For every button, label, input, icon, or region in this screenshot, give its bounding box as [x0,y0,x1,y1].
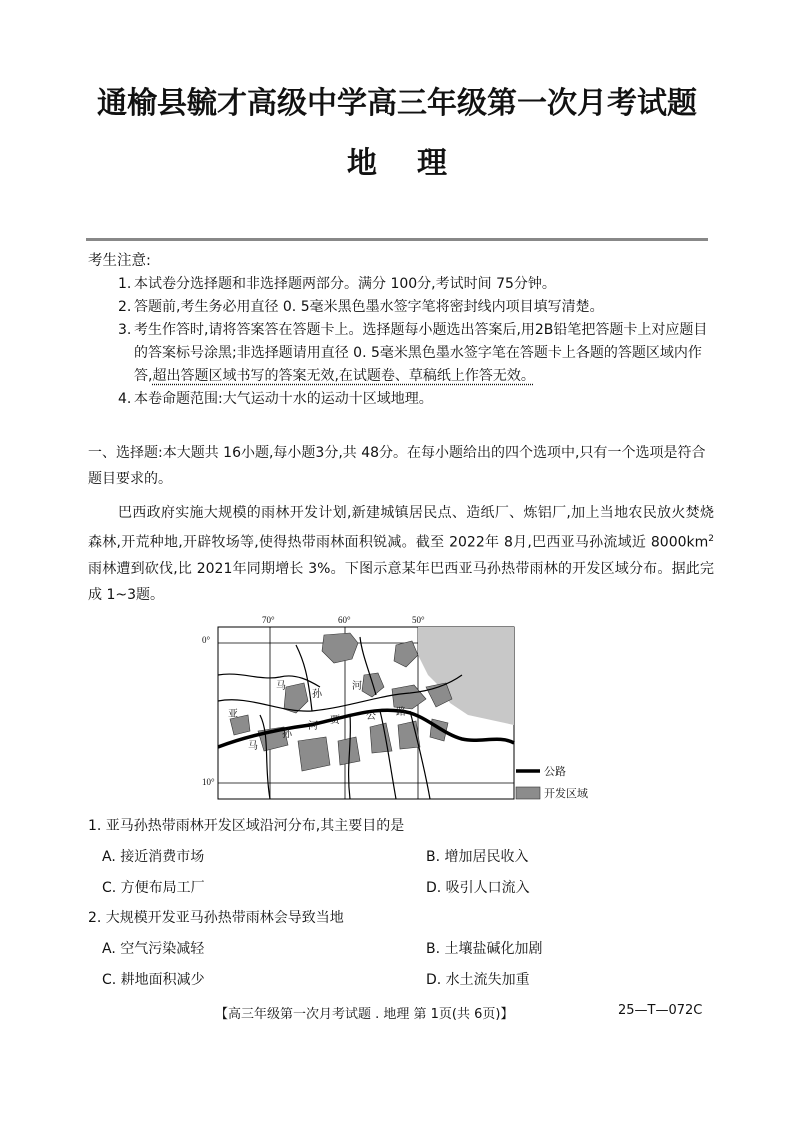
notice-num: 2. [118,299,132,315]
river-char: 河 [352,681,362,692]
river-char: 贾 [330,715,340,726]
section-label: 一、选择题: [88,445,163,461]
notice-text-part: 考生作答时,请将答案答在答题卡上。选择题每小题选出答案后,用2B铅笔把答题卡上对应题目的答案标号涂黑;非选择题请用直径 0. 5毫米黑色墨水签字笔在答题卡上各题的答题区域内作答, [134,322,708,384]
lon-label-70: 70° [262,615,275,625]
legend-swatch-area [516,787,540,799]
passage-text: 巴西政府实施大规模的雨林开发计划,新建城镇居民点、造纸厂、炼铝厂,加上当地农民放火焚烧森林,开荒种地,开辟牧场等,使得热带雨林面积锐减。截至 2022年 8月,巴西亚马孙流域近 8000km [88,505,714,551]
river-char: 路 [396,707,406,718]
q2-option-c[interactable]: C. 耕地面积减少 [102,972,205,988]
section-heading [88,440,714,492]
q2-option-d[interactable]: D. 水土流失加重 [426,972,530,988]
notice-emphasis: 超出答题区域书写的答案无效,在试题卷、草稿纸上作答无效。 [152,368,535,384]
lat-label-10: 10° [202,777,215,787]
footer-page-info: 【高三年级第一次月考试题 . 地理 第 1页(共 6页)】 [215,1007,514,1022]
q1-option-d[interactable]: D. 吸引人口流入 [426,880,530,896]
exam-title: 通榆县毓才高级中学高三年级第一次月考试题 [97,86,697,121]
river-char: 公 [366,711,376,722]
question-1-stem: 1. 亚马孙热带雨林开发区域沿河分布,其主要目的是 [88,818,405,834]
notice-text: 本卷命题范围:大气运动十水的运动十区域地理。 [134,391,433,407]
legend-label-area: 开发区域 [544,787,588,800]
q2-option-b[interactable]: B. 土壤盐碱化加剧 [426,941,543,957]
reading-passage [88,500,714,608]
passage-superscript: 2 [708,534,714,544]
river-char: 河 [308,721,318,732]
river-char: 马 [248,741,258,752]
notice-list [118,273,718,411]
header-divider [86,238,708,241]
dev-area [398,721,420,749]
section-instructions: 本大题共 16小题,每小题3分,共 48分。在每小题给出的四个选项中,只有一个选项是符合题目要求的。 [88,445,706,487]
river-char: 孙 [282,729,292,740]
lat-label-0: 0° [202,635,211,645]
notice-text: 答题前,考生务必用直径 0. 5毫米黑色墨水签字笔将密封线内项目填写清楚。 [134,299,604,315]
legend-label-road: 公路 [544,765,566,778]
river-char: 马 [276,681,286,692]
notice-text [134,319,718,388]
notice-item-2 [118,296,718,319]
map-legend [516,765,588,800]
notice-num: 1. [118,276,132,292]
q1-option-c[interactable]: C. 方便布局工厂 [102,880,205,896]
q1-option-a[interactable]: A. 接近消费市场 [102,849,205,865]
lon-label-50: 50° [412,615,425,625]
q2-option-a[interactable]: A. 空气污染减轻 [102,941,205,957]
question-2-stem: 2. 大规模开发亚马孙热带雨林会导致当地 [88,910,344,926]
q1-option-b[interactable]: B. 增加居民收入 [426,849,529,865]
river-char: 孙 [312,689,322,700]
notice-text: 本试卷分选择题和非选择题两部分。满分 100分,考试时间 75分钟。 [134,276,556,292]
notice-item-4 [118,388,718,411]
notice-item-3 [118,319,718,388]
lon-label-60: 60° [338,615,351,625]
notice-item-1 [118,273,718,296]
footer-code: 25—T—072C [618,1003,703,1018]
notice-num: 3. [118,322,132,338]
notice-heading: 考生注意: [88,253,151,269]
passage-text-cont: 雨林遭到砍伐,比 2021年同期增长 3%。下图示意某年巴西亚马孙热带雨林的开发区域分布。据此完成 1~3题。 [88,560,714,603]
subject-title: 地理 [347,146,487,181]
dev-area [298,737,330,771]
notice-num: 4. [118,391,132,407]
river-char: 亚 [228,709,238,720]
amazon-development-map [200,615,596,805]
